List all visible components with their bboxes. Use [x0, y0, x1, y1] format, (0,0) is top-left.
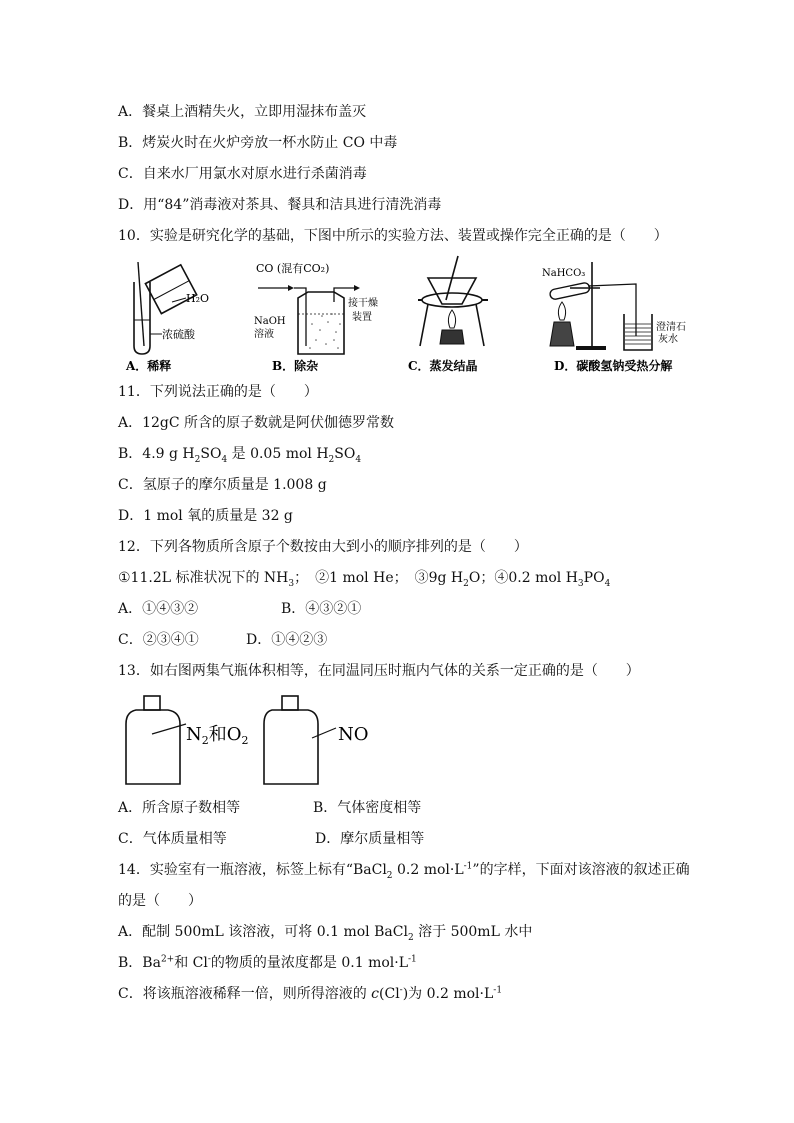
- fig-b-caption: B．除杂: [272, 359, 319, 373]
- fig-a-water-label: H₂O: [186, 292, 210, 305]
- fig-a-caption: A．稀释: [126, 359, 172, 373]
- q12-option-d: D．①④②③: [246, 632, 328, 648]
- q11-option-b: B．4.9 g $H_2SO_4$ 是 0.05 mol $H_2SO_4$: [118, 446, 362, 465]
- q14-stem-line-2: 的是（ ）: [118, 893, 202, 909]
- q10-figure-c: [398, 254, 508, 376]
- q11-option-c: C．氢原子的摩尔质量是 1.008 g: [118, 477, 327, 493]
- q13-bottles-figure: [122, 694, 382, 786]
- q13-option-d: D．摩尔质量相等: [315, 831, 425, 847]
- q9-option-d: D．用“84”消毒液对茶具、餐具和洁具进行清洗消毒: [118, 197, 442, 213]
- fig-b-naoh-label-2: 溶液: [254, 329, 274, 340]
- q13-stem: 13．如右图两集气瓶体积相等，在同温同压时瓶内气体的关系一定正确的是（ ）: [118, 663, 640, 679]
- q10-figure-b: [250, 258, 380, 376]
- q9-option-a: A．餐桌上酒精失火，立即用湿抹布盖灭: [118, 104, 367, 120]
- q12-option-a: A．①④③②: [118, 601, 199, 617]
- q13-option-a: A．所含原子数相等: [118, 800, 241, 816]
- fig-a-acid-label: 浓硫酸: [162, 328, 195, 341]
- q14-stem-line-1: 14．实验室有一瓶溶液，标签上标有“BaCl$_2$ 0.2 $mol\cdot L^{-1}$”的字样，下面对该溶液的叙述正确: [118, 861, 690, 881]
- q14-option-c: C．将该瓶溶液稀释一倍，则所得溶液的 c(Cl-)为 0.2 $mol\cdot L^{-1}$: [118, 985, 503, 1002]
- fig-d-salt-label: NaHCO₃: [542, 268, 586, 279]
- q14-option-b: B．$Ba^{2+}$和 Cl-的物质的量浓度都是 0.1 $mol\cdot L^{-1}$: [118, 954, 417, 971]
- fig-b-outlet-label-2: 装置: [352, 312, 372, 323]
- fig-b-outlet-label-1: 接干燥: [348, 298, 378, 309]
- q13-option-b: B．气体密度相等: [313, 800, 422, 816]
- q9-option-c: C．自来水厂用氯水对原水进行杀菌消毒: [118, 166, 367, 182]
- q10-figure-a: [120, 258, 230, 376]
- q11-option-d: D．1 mol 氧的质量是 32 g: [118, 508, 293, 524]
- fig-d-lime-label-2: 灰水: [658, 334, 678, 345]
- fig-d-lime-label-1: 澄清石: [656, 322, 686, 333]
- fig-d-caption: D．碳酸氢钠受热分解: [554, 359, 673, 373]
- q12-option-c: C．②③④①: [118, 632, 199, 648]
- fig-c-caption: C．蒸发结晶: [408, 359, 478, 373]
- fig-b-naoh-label-1: NaOH: [254, 316, 286, 327]
- fig-b-gas-label: CO (混有CO₂): [256, 262, 330, 275]
- q9-option-b: B．烤炭火时在火炉旁放一杯水防止 CO 中毒: [118, 135, 398, 151]
- q11-option-a: A．12gC 所含的原子数就是阿伏伽德罗常数: [118, 415, 395, 431]
- bottle-1-label: $N_2$和$O_2$: [186, 724, 249, 747]
- q10-stem: 10．实验是研究化学的基础，下图中所示的实验方法、装置或操作完全正确的是（ ）: [118, 228, 668, 244]
- q12-option-b: B．④③②①: [281, 601, 362, 617]
- bottle-2-label: NO: [338, 724, 369, 745]
- q12-items: ①11.2L 标准状况下的 $NH_3$； ②1 mol He； ③9g $H_2O$；④0.2 mol $H_3PO_4$: [118, 570, 611, 589]
- q11-stem: 11．下列说法正确的是（ ）: [118, 384, 318, 400]
- q10-figure-d: [540, 258, 700, 376]
- q13-option-c: C．气体质量相等: [118, 831, 227, 847]
- q12-stem: 12．下列各物质所含原子个数按由大到小的顺序排列的是（ ）: [118, 539, 528, 555]
- q14-option-a: A．配制 500mL 该溶液，可将 0.1 mol BaCl$_2$ 溶于 500mL 水中: [118, 924, 533, 943]
